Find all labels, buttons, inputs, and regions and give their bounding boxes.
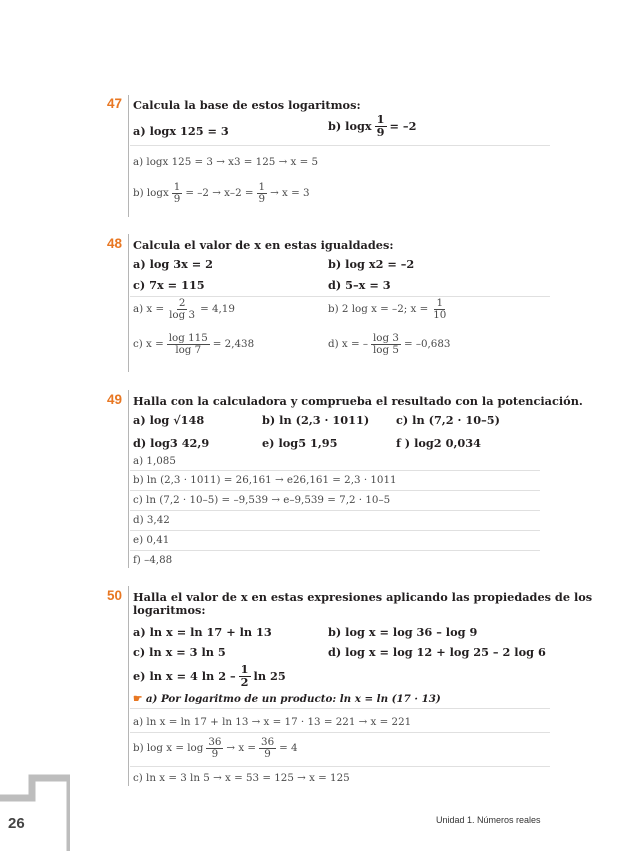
- exercise-number: 48: [106, 236, 122, 251]
- exercise-rule: [128, 95, 129, 217]
- answer-b: b) logx $\frac{1}{9}$ = –2 → x–2 = $\frac{1}{9}$ → x = 3: [133, 181, 310, 205]
- question-c: c) ln (7,2 · 10–5): [396, 413, 500, 427]
- divider: [130, 490, 540, 491]
- question-a: a) log 3x = 2: [133, 257, 214, 271]
- hint: ☛ a) Por logaritmo de un producto: ln x = ln (17 · 13): [133, 693, 441, 705]
- divider: [130, 732, 550, 733]
- answer-b: b) ln (2,3 · 1011) = 26,161 → e26,161 = 2,3 · 1011: [133, 474, 397, 486]
- question-e: e) ln x = 4 ln 2 – $\frac{1}{2}$ ln 25: [133, 662, 286, 689]
- exercise-title-cont: logaritmos:: [133, 603, 206, 617]
- answer-b: b) 2 log x = –2; x = $\frac{1}{10}$: [328, 297, 447, 321]
- exercise-rule: [128, 234, 129, 372]
- question-a: a) logx 125 = 3: [133, 124, 229, 138]
- pointing-hand-icon: ☛: [133, 693, 143, 705]
- exercise-number: 50: [106, 588, 122, 603]
- divider: [130, 510, 540, 511]
- answer-d: d) x = – $\frac{\log 3}{\log 5}$ = –0,683: [328, 332, 451, 356]
- answer-f: f) –4,88: [133, 554, 173, 566]
- answer-a: a) ln x = ln 17 + ln 13 → x = 17 · 13 = 221 → x = 221: [133, 716, 412, 728]
- answer-a: a) logx 125 = 3 → x3 = 125 → x = 5: [133, 156, 319, 168]
- answer-a: a) 1,085: [133, 455, 176, 467]
- divider: [130, 530, 540, 531]
- question-b: b) ln (2,3 · 1011): [262, 413, 370, 427]
- answer-c: c) ln (7,2 · 10–5) = –9,539 → e–9,539 = 7,2 · 10–5: [133, 494, 391, 506]
- exercise-title: Calcula la base de estos logaritmos:: [133, 98, 361, 112]
- answer-c: c) ln x = 3 ln 5 → x = 53 = 125 → x = 125: [133, 772, 350, 784]
- divider: [130, 708, 550, 709]
- question-a: a) ln x = ln 17 + ln 13: [133, 625, 272, 639]
- exercise-number: 49: [106, 392, 122, 407]
- question-c: c) 7x = 115: [133, 278, 205, 292]
- divider: [130, 550, 540, 551]
- answer-e: e) 0,41: [133, 534, 170, 546]
- answer-a: a) x = $\frac{2}{\log 3}$ = 4,19: [133, 297, 235, 321]
- exercise-title: Calcula el valor de x en estas igualdades:: [133, 238, 394, 252]
- answer-c: c) x = $\frac{\log 115}{\log 7}$ = 2,438: [133, 332, 255, 356]
- divider: [130, 470, 540, 471]
- exercise-number: 47: [106, 96, 122, 111]
- question-b: b) logx $\frac{1}{9}$ = –2: [328, 112, 417, 139]
- page-corner-decoration: [0, 770, 70, 851]
- divider: [130, 145, 550, 146]
- exercise-rule: [128, 390, 129, 568]
- exercise-title: Halla con la calculadora y comprueba el resultado con la potenciación.: [133, 394, 583, 408]
- question-d: d) log3 42,9: [133, 436, 210, 450]
- question-d: d) log x = log 12 + log 25 – 2 log 6: [328, 645, 546, 659]
- exercise-title: Halla el valor de x en estas expresiones aplicando las propiedades de los: [133, 590, 593, 604]
- divider: [130, 766, 550, 767]
- footer-unit: Unidad 1. Números reales: [436, 815, 541, 825]
- question-b: b) log x2 = –2: [328, 257, 415, 271]
- question-a: a) log √148: [133, 413, 205, 427]
- question-c: c) ln x = 3 ln 5: [133, 645, 226, 659]
- answer-b: b) log x = log $\frac{36}{9}$ → x = $\frac{36}{9}$ = 4: [133, 736, 298, 760]
- divider: [130, 296, 550, 297]
- question-f: f ) log2 0,034: [396, 436, 481, 450]
- question-d: d) 5–x = 3: [328, 278, 391, 292]
- page-number: 26: [8, 815, 25, 832]
- answer-d: d) 3,42: [133, 514, 170, 526]
- question-b: b) log x = log 36 – log 9: [328, 625, 478, 639]
- question-e: e) log5 1,95: [262, 436, 338, 450]
- exercise-rule: [128, 586, 129, 786]
